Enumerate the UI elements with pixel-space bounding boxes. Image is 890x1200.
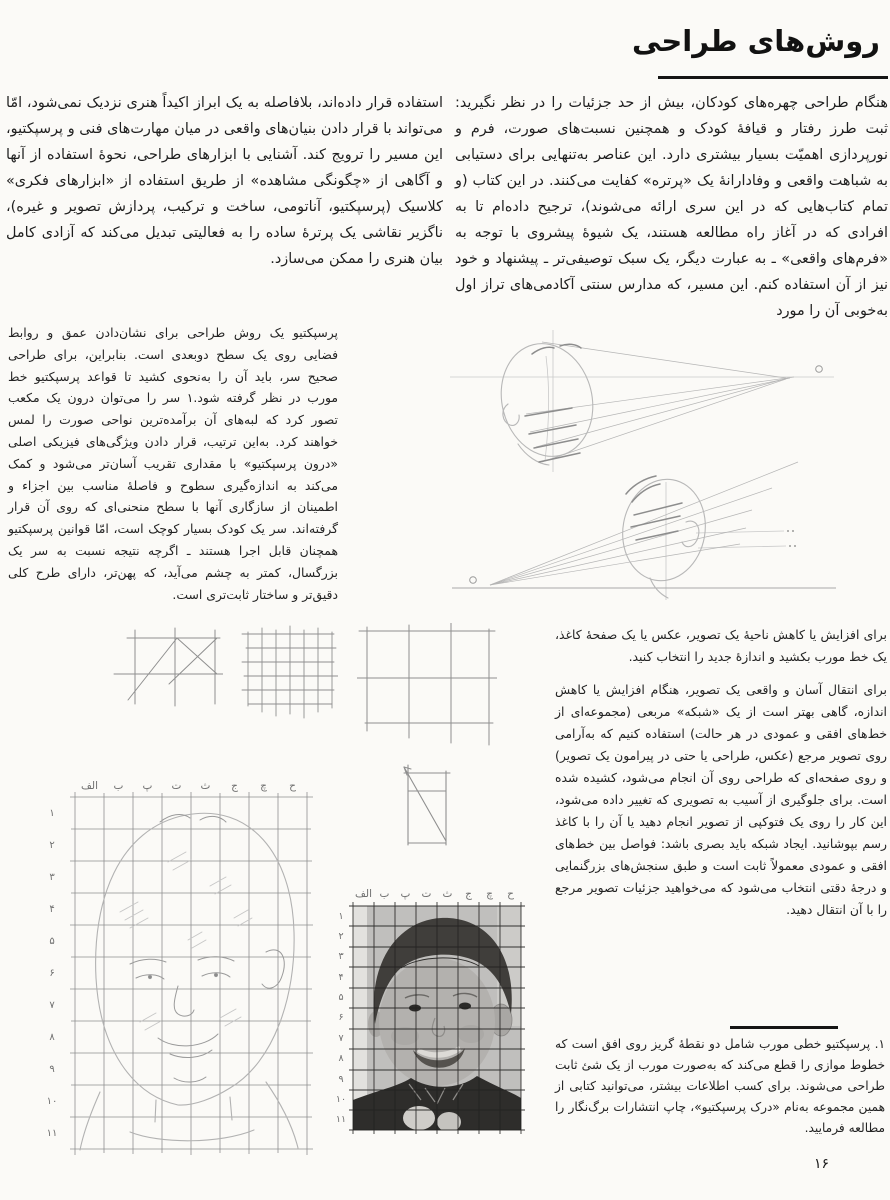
drawing-grid-row-labels: ۱ ۲ ۳ ۴ ۵ ۶ ۷ ۸ ۹ ۱۰ ۱۱ <box>46 807 58 1140</box>
caption-diagonal-method: برای افزایش یا کاهش ناحیهٔ یک تصویر، عکس یا یک صفحهٔ کاغذ، یک خط مورب بکشید و اندازهٔ جدید را انتخاب کنید. <box>555 627 887 664</box>
sketch-grid-dense <box>240 620 338 720</box>
photo-grid-column-labels: الف ب پ ت ث ج چ ح <box>355 888 514 900</box>
caption-grid-method: برای انتقال آسان و واقعی یک تصویر، هنگام افزایش یا کاهش اندازه، گاهی بهتر است از یک «شبکه» مربعی (مجموعه‌ای از خط‌های افقی و عمودی در هر حالت) استفاده کنیم که به‌آرامی روی تصویر مرجع (عکس، طراحی یا حتی در پیرامون یک تصویر) و روی صفحه‌ای که طراحی روی آن انجام می‌شود، کشیده شده است. برای جلوگیری از آسیب به تصویری که تغییر داده می‌شود، این کار را روی یک فتوکپی از تصویر انجام دهید یا آن را با کاغذ رسم بپوشانید. ایجاد شبکه باید بصری باشد: فواصل بین خط‌های افقی و عمودی معمولاً ثابت است و طبق سنجش‌های بزرگنمایی و درجهٔ دقتی انتخاب می‌شود که می‌خواهید جزئیات تصویر مرجع را با آن انتقال دهید. <box>555 682 887 917</box>
drawing-grid-column-labels: الف ب پ ت ث ج چ ح <box>81 780 296 792</box>
photo-grid-row-labels: ۱ ۲ ۳ ۴ ۵ ۶ ۷ ۸ ۹ ۱۰ ۱۱ <box>335 910 347 1126</box>
footnote-rule <box>730 1026 838 1029</box>
sketch-grid-wide <box>357 623 497 748</box>
footnote: ۱. پرسپکتیو خطی مورب شامل دو نقطهٔ گریز روی افق است که خطوط موازی را قطع می‌کند که به‌صورت مورب از یک شئ ثابت طراحی می‌شوند. برای کسب اطلاعات بیشتر، می‌توانید کتابی از همین مجموعه به‌نام «درک پرسپکتیو»، چاپ انتشارات برگ‌نگار را مطالعه فرمایید. <box>555 1037 885 1135</box>
page-title: روش‌های طراحی <box>632 24 880 58</box>
intro-paragraph-right-column: هنگام طراحی چهره‌های کودکان، بیش از حد جزئیات را در نظر نگیرید: ثبت طرز رفتار و قیافهٔ کودک و همچنین نسبت‌های صورت، فرم و نورپردازی اهمیّت بسیار بیشتری دارد. این عناصر به‌تنهایی برای دستیابی به شباهت واقعی و وفادارانهٔ یک «پرتره» کفایت می‌کنند. در این کتاب (و تمام کتاب‌هایی که در این سری ارائه می‌شوند)، ترجیح داده‌ام تا به افرادی که در آغاز راه مطالعه هستند، یک شیوهٔ پیشروی با توجه به «فرم‌های واقعی» ـ به عبارت دیگر، یک سبک توصیفی‌تر ـ پیشنهاد و خود نیز از آن استفاده کنم. این مسیر، که مدارس سنتی آکادمی‌های تراز اول به‌خوبی آن را مورد <box>455 95 888 319</box>
grid-method-captions <box>555 624 887 932</box>
vanishing-point-marker-right <box>816 366 823 373</box>
diagonal-rectangle-figure <box>400 763 455 848</box>
intro-paragraph-left-column: استفاده قرار داده‌اند، بلافاصله به یک ابراز اکیداً هنری نزدیک نمی‌شود، امّا می‌تواند با قرار دادن بنیان‌های واقعی در میان مهارت‌های فنی و پرسپکتیو، این مسیر را ترویج کند. آشنایی با ابزارهای طراحی، نحوهٔ استفاده از آنها و آگاهی از «چگونگی مشاهده» از طریق استفاده از «ابزارهای فکری» کلاسیک (پرسپکتیو، آناتومی، ساخت و ترکیب، پردازش تصویر و غیره)، ناگزیر نقاشی یک پرترهٔ ساده را به فعالیتی تبدیل می‌کند که آزادی کامل بیان هنری را ممکن می‌سازد. <box>6 95 443 267</box>
sketch-grid-diagonals <box>113 626 223 711</box>
title-rule <box>658 76 888 79</box>
perspective-note: پرسپکتیو یک روش طراحی برای نشان‌دادن عمق و روابط فضایی روی یک سطح دوبعدی است. بنابراین، برای طراحی صحیح سر، باید آن را به‌نحوی کشید تا قواعد پرسپکتیو خط مورب در نظر گرفته شود.۱ سر را می‌توان درون یک مکعب تصور کرد که لبه‌های آن برآمده‌ترین نواحی صورت را لمس خواهند کرد. به‌این ترتیب، قرار دادن ویژگی‌های فیزیکی اصلی «درون پرسپکتیو» با مقداری تقریب آسان‌تر می‌شود و کمک می‌کند به اندازه‌گیری سطوح و فاصلهٔ مناسب بین اجزاء و اطمینان از سازگاری آنها با سطح منحنی‌ای که روی آن قرار گرفته‌اند. سر یک کودک بسیار کوچک است، امّا قوانین پرسپکتیو همچنان قابل اجرا هستند ـ اگرچه نتیجه نسبت به سر یک بزرگسال، کمتر به چشم می‌آید، که پهن‌تر، دارای طرح کلی دقیق‌تر و ساختار ثابت‌تری است. <box>8 325 338 602</box>
vanishing-point-marker-left <box>470 577 477 584</box>
page-number: ۱۶ <box>814 1156 830 1172</box>
gridded-child-head-drawing <box>68 790 318 1160</box>
reference-child-photo <box>349 902 525 1134</box>
perspective-head-studies-figure <box>450 326 890 618</box>
